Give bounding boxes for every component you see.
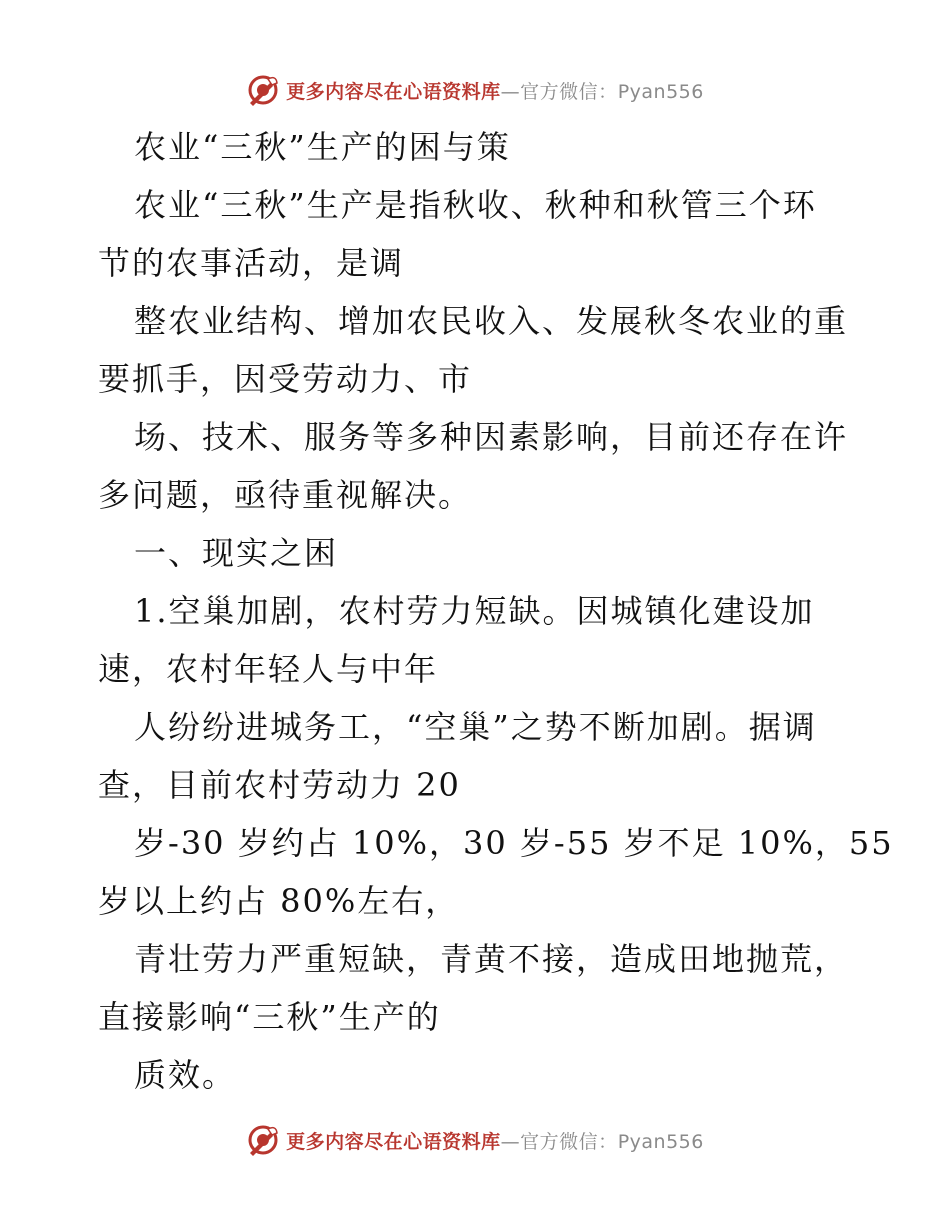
quill-pen-logo-icon bbox=[246, 73, 280, 107]
paragraph-line: 查，目前农村劳动力 20 bbox=[98, 766, 461, 804]
banner-dash: — bbox=[500, 1130, 521, 1153]
paragraph-line: 1.空巢加剧，农村劳力短缺。因城镇化建设加 bbox=[134, 592, 815, 630]
paragraph-line: 岁-30 岁约占 10%，30 岁-55 岁不足 10%，55 bbox=[134, 824, 894, 862]
banner-wechat-id: Pyan556 bbox=[617, 80, 704, 103]
paragraph-line: 人纷纷进城务工，“空巢”之势不断加剧。据调 bbox=[134, 708, 817, 746]
document-title: 农业“三秋”生产的困与策 bbox=[134, 128, 511, 166]
paragraph-line: 场、技术、服务等多种因素影响，目前还存在许 bbox=[134, 418, 849, 456]
paragraph-line: 速，农村年轻人与中年 bbox=[98, 650, 439, 688]
paragraph-line: 节的农事活动，是调 bbox=[98, 244, 405, 282]
paragraph-line: 青壮劳力严重短缺，青黄不接，造成田地抛荒， bbox=[134, 940, 849, 978]
footer-banner bbox=[0, 1122, 950, 1158]
banner-brand: 更多内容尽在心语资料库 bbox=[286, 80, 501, 103]
banner-text bbox=[286, 1127, 704, 1154]
banner-wechat-label: 官方微信： bbox=[520, 80, 618, 103]
paragraph-line: 要抓手，因受劳动力、市 bbox=[98, 360, 473, 398]
paragraph-line: 岁以上约占 80%左右， bbox=[98, 882, 460, 920]
banner-dash: — bbox=[500, 80, 521, 103]
section-heading: 一、现实之困 bbox=[134, 534, 339, 572]
document-body bbox=[98, 118, 894, 1104]
banner-brand: 更多内容尽在心语资料库 bbox=[286, 1130, 501, 1153]
paragraph-line: 整农业结构、增加农民收入、发展秋冬农业的重 bbox=[134, 302, 849, 340]
paragraph-line: 直接影响“三秋”生产的 bbox=[98, 998, 441, 1036]
quill-pen-logo-icon bbox=[246, 1123, 280, 1157]
banner-wechat-label: 官方微信： bbox=[520, 1130, 618, 1153]
paragraph-line: 质效。 bbox=[134, 1056, 237, 1094]
banner-text bbox=[286, 77, 704, 104]
paragraph-line: 多问题，亟待重视解决。 bbox=[98, 476, 473, 514]
banner-wechat-id: Pyan556 bbox=[617, 1130, 704, 1153]
paragraph-line: 农业“三秋”生产是指秋收、秋种和秋管三个环 bbox=[134, 186, 817, 224]
header-banner bbox=[0, 72, 950, 108]
